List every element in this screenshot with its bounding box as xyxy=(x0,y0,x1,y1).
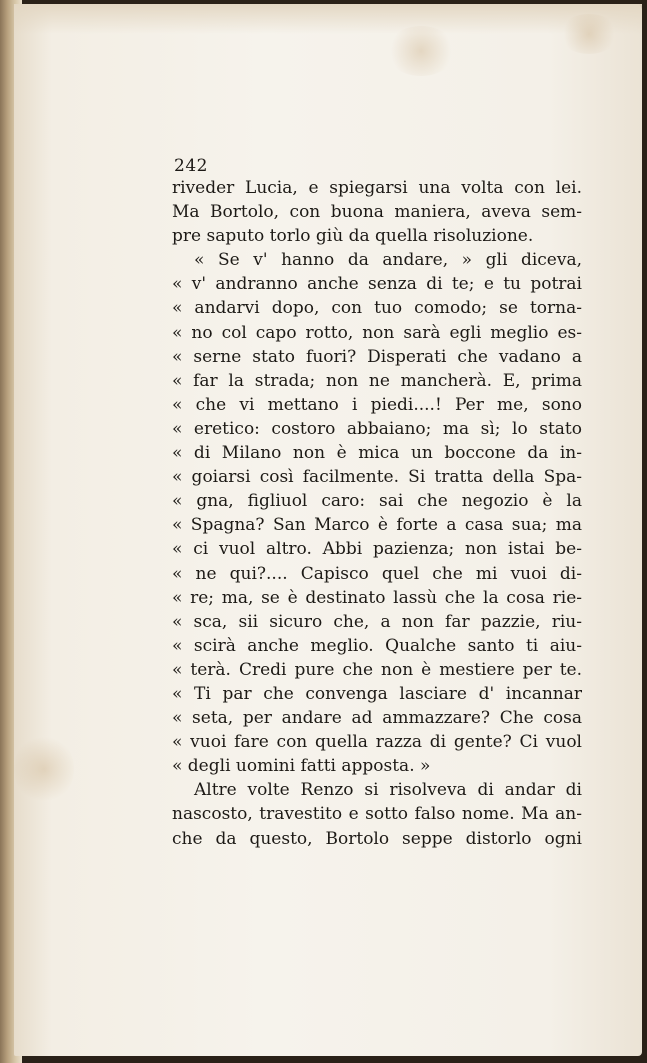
foxing-stain xyxy=(559,14,619,54)
text-line: « seta, per andare ad ammazzare? Che cosa xyxy=(172,708,582,729)
text-line: « serne stato fuori? Disperati che vadano a xyxy=(172,346,582,367)
text-line: « Se v' hanno da andare, » gli diceva, xyxy=(194,250,582,271)
text-line: « eretico: costoro abbaiano; ma sì; lo stato xyxy=(172,418,582,439)
text-line: « goiarsi così facilmente. Si tratta della Spa- xyxy=(172,467,582,488)
foxing-stain xyxy=(14,734,74,804)
text-line: « re; ma, se è destinato lassù che la cosa rie- xyxy=(172,587,582,608)
text-line: « Ti par che convenga lasciare d' incannar xyxy=(172,683,582,704)
text-line: « v' andranno anche senza di te; e tu potrai xyxy=(172,274,582,295)
text-line: « ne qui?.... Capisco quel che mi vuoi di- xyxy=(172,563,582,584)
text-line: « no col capo rotto, non sarà egli meglio es- xyxy=(172,322,582,343)
text-line: riveder Lucia, e spiegarsi una volta con lei. xyxy=(172,178,582,198)
page-top-shadow xyxy=(14,4,642,34)
text-line: « gna, figliuol caro: sai che negozio è la xyxy=(172,491,582,512)
page-number: 242 xyxy=(174,156,208,176)
text-line: « sca, sii sicuro che, a non far pazzie, riu- xyxy=(172,611,582,632)
text-line: Altre volte Renzo si risolveva di andar di xyxy=(194,780,582,801)
text-line: « Spagna? San Marco è forte a casa sua; ma xyxy=(172,515,582,536)
text-line: Ma Bortolo, con buona maniera, aveva sem- xyxy=(172,202,582,223)
text-line: « terà. Credi pure che non è mestiere per te. xyxy=(172,659,582,680)
text-line: nascosto, travestito e sotto falso nome. Ma an- xyxy=(172,804,582,825)
text-line: « far la strada; non ne mancherà. E, prima xyxy=(172,370,582,391)
text-line: « andarvi dopo, con tuo comodo; se torna- xyxy=(172,298,582,319)
foxing-stain xyxy=(386,26,456,76)
text-line: « che vi mettano i piedi....! Per me, sono xyxy=(172,394,582,415)
text-line: « degli uomini fatti apposta. » xyxy=(172,756,431,777)
text-line: pre saputo torlo giù da quella risoluzione. xyxy=(172,226,534,247)
text-line: « vuoi fare con quella razza di gente? Ci vuol xyxy=(172,732,582,753)
text-line: « di Milano non è mica un boccone da in- xyxy=(172,443,582,464)
text-line: « scirà anche meglio. Qualche santo ti aiu- xyxy=(172,635,582,656)
text-block xyxy=(172,156,582,851)
text-line: « ci vuol altro. Abbi pazienza; non istai be- xyxy=(172,539,582,560)
text-line: che da questo, Bortolo seppe distorlo ogni xyxy=(172,828,582,849)
